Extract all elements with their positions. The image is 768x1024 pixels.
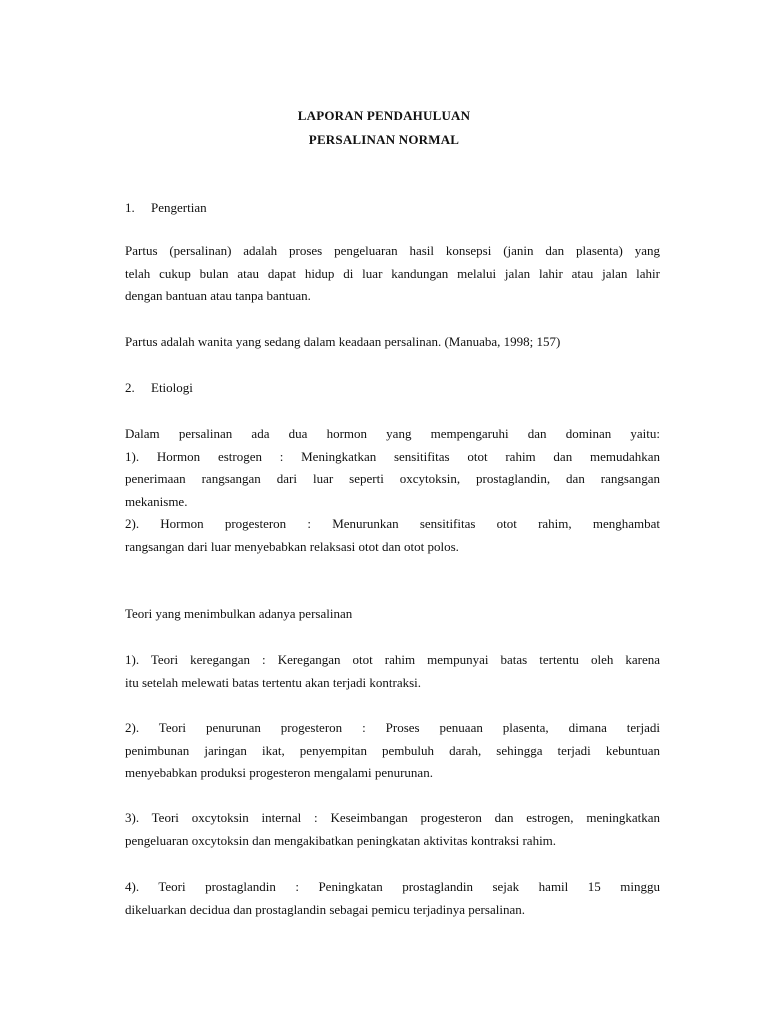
paragraph-line: dengan bantuan atau tanpa bantuan. xyxy=(125,288,311,303)
section-number: 1. xyxy=(125,200,135,215)
paragraph-theory-1 xyxy=(125,649,660,694)
document-title-line-2: PERSALINAN NORMAL xyxy=(308,132,460,147)
paragraph-line: 1). Teori keregangan : Keregangan otot rahim mempunyai batas tertentu oleh karena xyxy=(125,652,660,667)
paragraph-theory-2 xyxy=(125,717,660,785)
document-title-line-1: LAPORAN PENDAHULUAN xyxy=(297,108,471,123)
paragraph-line: 1). Hormon estrogen : Meningkatkan sensitifitas otot rahim dan memudahkan xyxy=(125,448,660,464)
paragraph-line: Partus (persalinan) adalah proses pengeluaran hasil konsepsi (janin dan plasenta) yang xyxy=(125,243,660,258)
paragraph-theory-4 xyxy=(125,876,660,921)
paragraph-line: menyebabkan produksi progesteron mengalami penurunan. xyxy=(125,765,433,780)
paragraph-hormones xyxy=(125,423,660,558)
paragraph-definition xyxy=(125,240,660,308)
paragraph-line: rangsangan dari luar menyebabkan relaksasi otot dan otot polos. xyxy=(125,538,459,554)
paragraph-theory-3 xyxy=(125,807,660,852)
paragraph-line: 4). Teori prostaglandin : Peningkatan prostaglandin sejak hamil 15 minggu xyxy=(125,879,660,894)
paragraph-theory-intro xyxy=(125,603,660,626)
paragraph-definition-2 xyxy=(125,331,660,354)
paragraph-line: mekanisme. xyxy=(125,493,188,509)
paragraph-line: Dalam persalinan ada dua hormon yang mempengaruhi dan dominan yaitu: xyxy=(125,426,660,441)
paragraph-line: itu setelah melewati batas tertentu akan terjadi kontraksi. xyxy=(125,674,422,690)
paragraph-line: pengeluaran oxcytoksin dan mengakibatkan peningkatan aktivitas kontraksi rahim. xyxy=(125,832,557,848)
paragraph-line: dikeluarkan decidua dan prostaglandin sebagai pemicu terjadinya persalinan. xyxy=(125,901,525,917)
section-number: 2. xyxy=(125,380,135,395)
paragraph-line: 3). Teori oxcytoksin internal : Keseimbangan progesteron dan estrogen, meningkatkan xyxy=(125,810,660,825)
paragraph-line: 2). Hormon progesteron : Menurunkan sensitifitas otot rahim, menghambat xyxy=(125,516,660,531)
paragraph-line: telah cukup bulan atau dapat hidup di luar kandungan melalui jalan lahir atau jalan lahir xyxy=(125,265,660,281)
paragraph-line: 2). Teori penurunan progesteron : Proses penuaan plasenta, dimana terjadi xyxy=(125,720,660,735)
paragraph-line: penimbunan jaringan ikat, penyempitan pembuluh darah, sehingga terjadi kebuntuan xyxy=(125,742,660,758)
section-title: Etiologi xyxy=(151,380,193,395)
section-heading-pengertian xyxy=(125,200,207,216)
section-heading-etiologi xyxy=(125,380,193,396)
paragraph-line: penerimaan rangsangan dari luar seperti oxcytoksin, prostaglandin, dan rangsangan xyxy=(125,471,660,486)
section-title: Pengertian xyxy=(151,200,207,215)
paragraph-line: Partus adalah wanita yang sedang dalam keadaan persalinan. (Manuaba, 1998; 157) xyxy=(125,334,561,349)
paragraph-line: Teori yang menimbulkan adanya persalinan xyxy=(125,606,353,621)
